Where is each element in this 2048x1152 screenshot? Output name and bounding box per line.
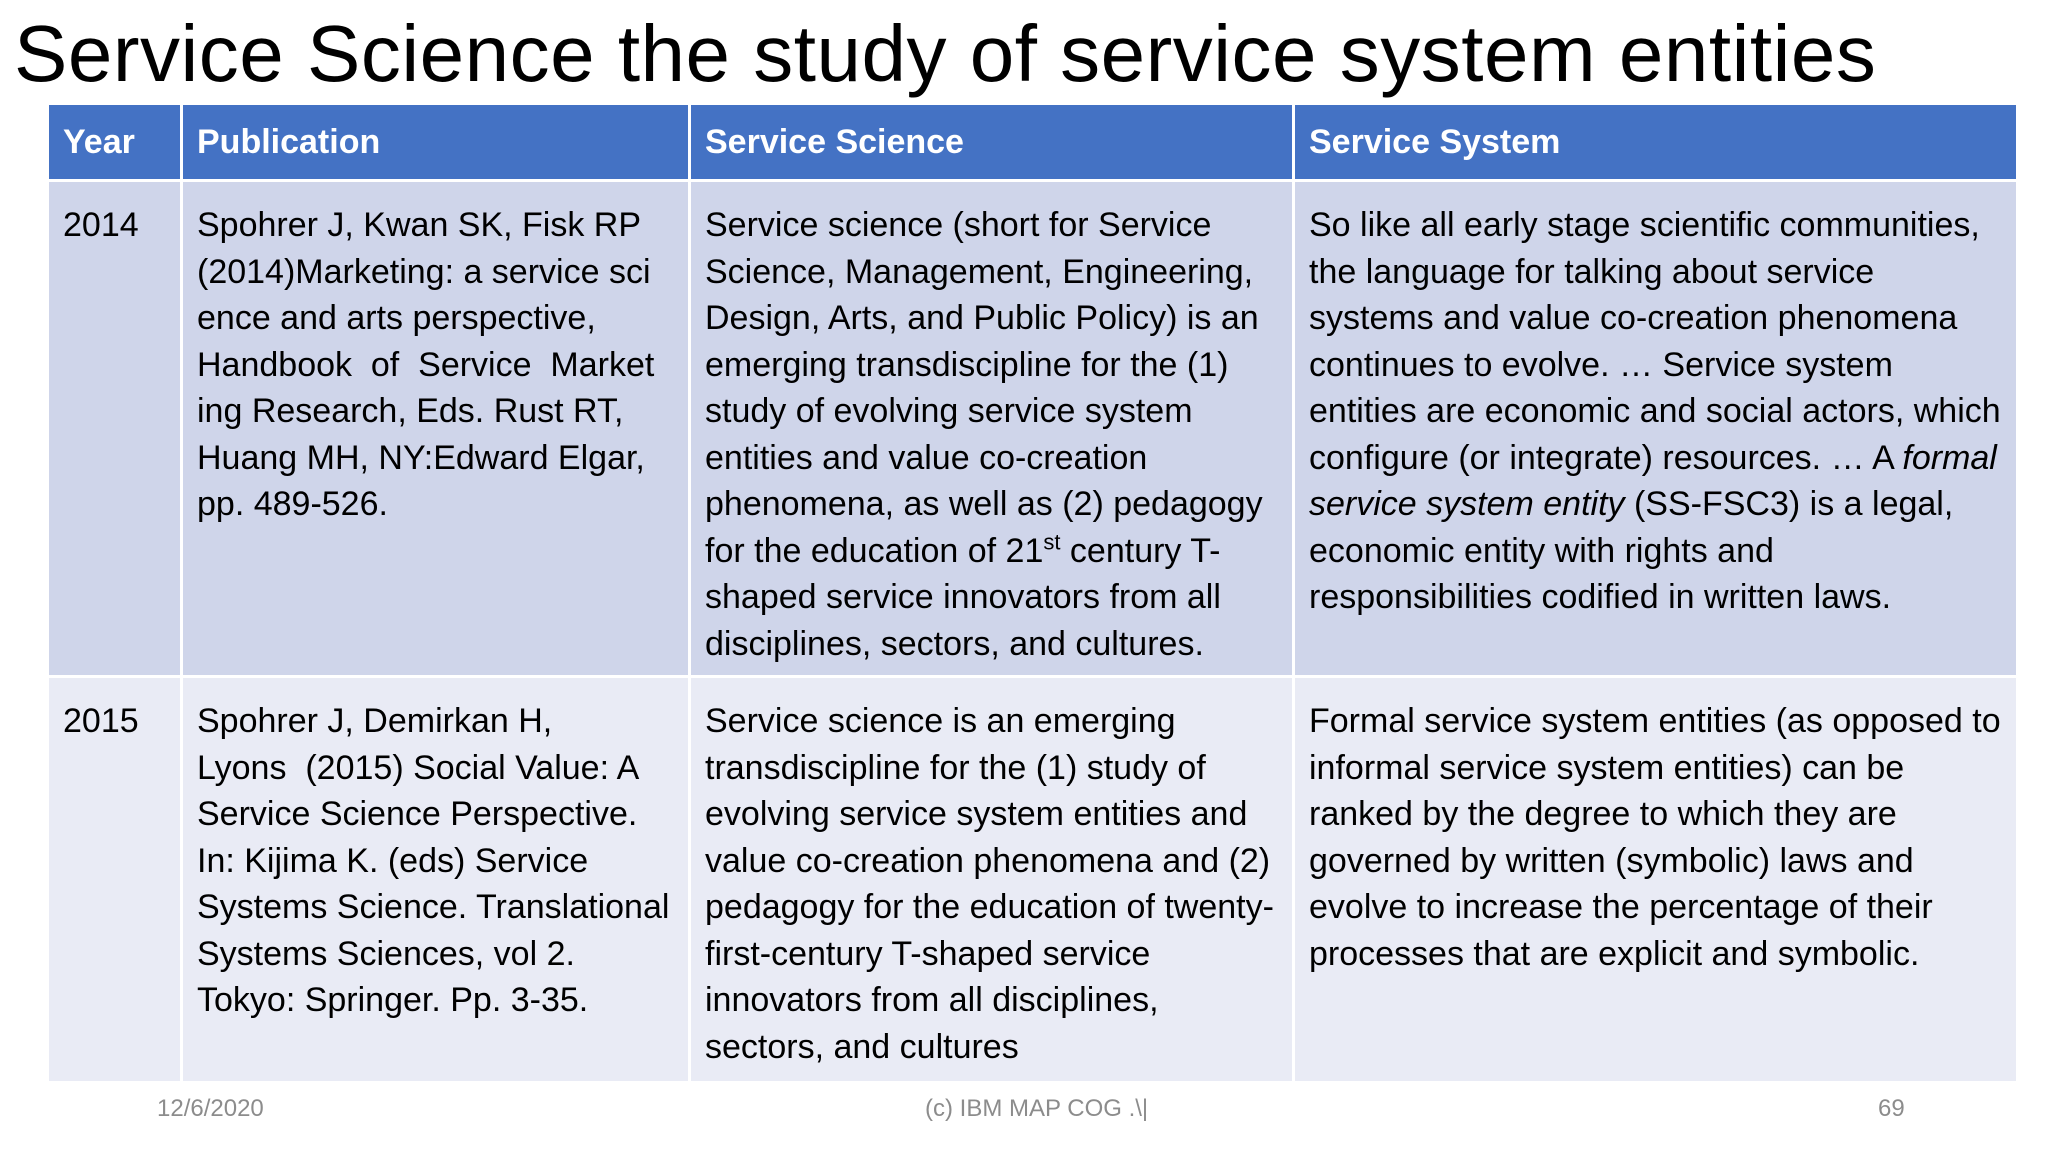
header-service-science: Service Science	[690, 104, 1294, 181]
slide-title: Service Science the study of service system entities	[14, 9, 1877, 98]
service-system-emphasis: formal service system entity	[1309, 438, 1997, 523]
table-row	[48, 181, 2018, 677]
header-year: Year	[48, 104, 182, 181]
publication-line: ence and arts perspective,	[197, 299, 596, 337]
service-system-cell	[1294, 181, 2018, 677]
publication-line: Spohrer J, Kwan SK, Fisk RP	[197, 206, 642, 244]
publication-line: Systems Sciences, vol 2.	[197, 934, 575, 973]
publication-line: Huang MH, NY:Edward Elgar,	[197, 438, 645, 477]
publication-line: Systems Science. Translational	[197, 888, 670, 926]
service-science-text-cont: century T-shaped service innovators from all disciplines, sectors, and cultures.	[705, 531, 1221, 663]
table-row	[48, 677, 2018, 1083]
publication-line: ing Research, Eds. Rust RT,	[197, 392, 624, 430]
service-science-cell	[690, 181, 1294, 677]
publication-line: pp. 489-526.	[197, 485, 388, 523]
service-science-cell: Service science is an emerging transdiscipline for the (1) study of evolving service system entities and value co-creation phenomena and (2) pedagogy for the education of twenty-first-century T-shaped service innovators from all disciplines, sectors, and cultures	[690, 677, 1294, 1083]
year-cell: 2015	[48, 677, 182, 1083]
header-service-system: Service System	[1294, 104, 2018, 181]
footer-copyright: (c) IBM MAP COG .\|	[925, 1095, 1149, 1122]
publication-line: (2014)Marketing: a service sci	[197, 252, 651, 291]
publication-cell	[182, 677, 690, 1083]
service-system-cell: Formal service system entities (as opposed to informal service system entities) can be ranked by the degree to which they are governed by written (symbolic) laws and evolve to increase the percentage of their processes that are explicit and symbolic.	[1294, 677, 2018, 1083]
publication-line: In: Kijima K. (eds) Service	[197, 841, 589, 880]
service-system-text-cont: (SS-FSC3) is a legal, economic entity with rights and responsibilities codified in written laws.	[1309, 485, 1954, 616]
service-science-text: Service science (short for Service Science, Management, Engineering, Design, Arts, and Public Policy) is an emerging transdiscipline for the (1) study of evolving service system entities and value co-creation phenomena, as well as (2) pedagogy for the education of 21	[705, 206, 1263, 570]
publication-line: Tokyo: Springer. Pp. 3-35.	[197, 981, 589, 1019]
ordinal-suffix: st	[1043, 529, 1061, 555]
slide-number: 69	[1878, 1095, 1905, 1122]
footer-date: 12/6/2020	[157, 1095, 264, 1122]
publication-table	[46, 102, 2019, 1084]
header-publication: Publication	[182, 104, 690, 181]
publication-line: Service Science Perspective.	[197, 795, 638, 833]
publication-line: Handbook of Service Market	[197, 345, 655, 384]
publication-cell	[182, 181, 690, 677]
table-header-row	[48, 104, 2018, 181]
publication-line: Lyons (2015) Social Value: A	[197, 748, 640, 787]
publication-line: Spohrer J, Demirkan H,	[197, 702, 553, 740]
service-system-text: So like all early stage scientific communities, the language for talking about service systems and value co-creation phenomena continues to evolve. … Service system entities are economic and social actors, which configure (or integrate) resources. … A	[1309, 206, 2001, 477]
year-cell: 2014	[48, 181, 182, 677]
